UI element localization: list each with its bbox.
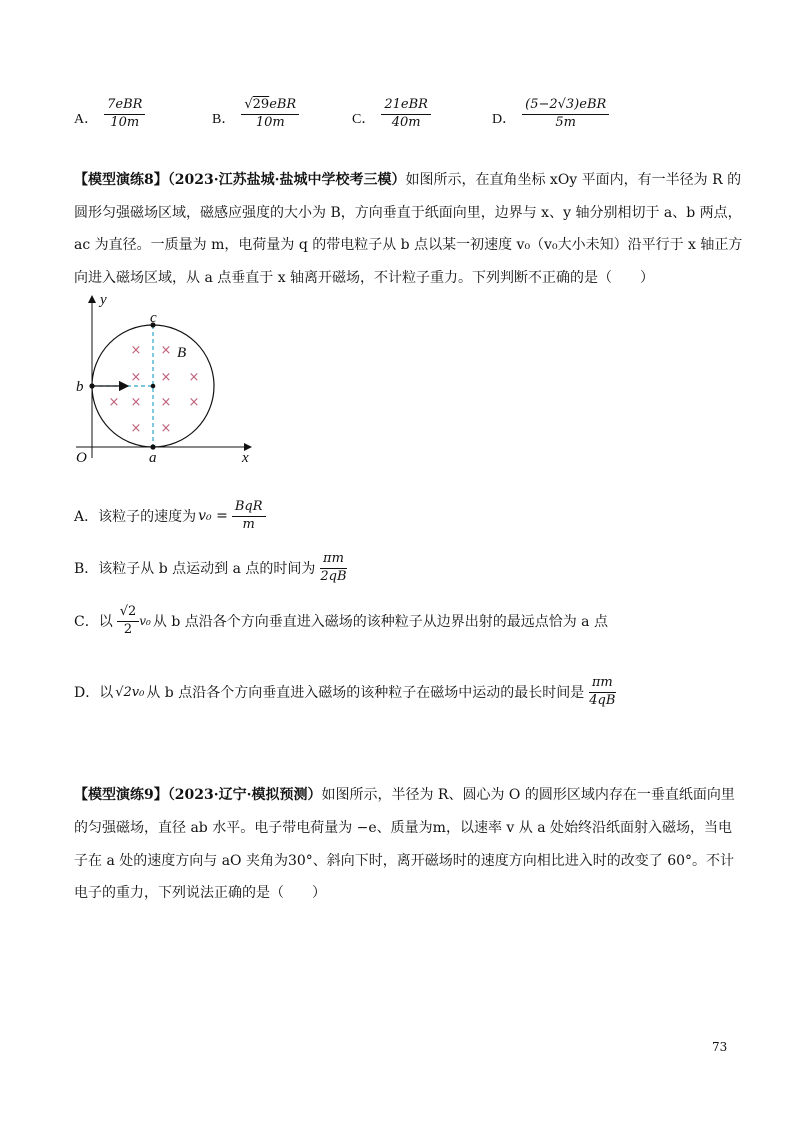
label-c: c	[150, 310, 157, 326]
cross-mark: ×	[130, 343, 142, 358]
cross-mark: ×	[160, 421, 172, 436]
fraction: $\frac{\text{7eBR}}{10m}$	[104, 98, 145, 131]
q9-line-4: 电子的重力，下列说法正确的是（ ）	[74, 885, 326, 901]
point-b	[89, 383, 94, 388]
q8-option-d: D．以 √2v₀ 从 b 点沿各个方向垂直进入磁场的该种粒子在磁场中运动的最长时间是 $\frac{\pi m}{4qB}$	[74, 676, 618, 709]
fraction: $\frac{\pi m}{2qB}$	[320, 551, 347, 584]
point-a	[150, 444, 155, 449]
fraction: $\frac{\pi m}{4qB}$	[589, 675, 616, 708]
label-b: b	[76, 379, 84, 395]
page-number: 73	[712, 1040, 728, 1054]
magnetic-field-diagram	[66, 288, 266, 468]
q9-line-2: 的匀强磁场，直径 ab 水平。电子带电荷量为 −e、质量为m，以速率 v 从 a 处始终沿纸面射入磁场，当电	[74, 820, 733, 836]
q8-option-a: A．该粒子的速度为 v₀ = $\frac{\text{BqR}}{m}$	[74, 500, 266, 533]
center-point	[151, 384, 156, 389]
q8-line-4: 向进入磁场区域，从 a 点垂直于 x 轴离开磁场，不计粒子重力。下列判断不正确的是（ ）	[74, 270, 655, 286]
label-O: O	[76, 450, 87, 466]
q8-option-c: C．以 $\frac{√2}{2}$ v₀ 从 b 点沿各个方向垂直进入磁场的该种粒子从边界出射的最远点恰为 a 点	[74, 604, 608, 637]
top-options	[74, 98, 754, 138]
q9-line-1: 【模型演练9】（2023·辽宁·模拟预测）如图所示，半径为 R、圆心为 O 的圆形区域内存在一垂直纸面向里	[74, 787, 735, 803]
option-c: C． $\frac{\text{21eBR}}{40m}$	[352, 98, 431, 131]
label-a: a	[149, 450, 157, 466]
fraction: $\frac{\text{BqR}}{m}$	[232, 500, 266, 533]
label-B: B	[177, 345, 187, 361]
cross-mark: ×	[188, 370, 200, 385]
option-b: B． $\frac{\text{√29eBR}}{10m}$	[212, 98, 299, 131]
fraction: $\frac{\text{21eBR}}{40m}$	[381, 98, 431, 131]
q8-line-3: ac 为直径。一质量为 m，电荷量为 q 的带电粒子从 b 点以某一初速度 v₀（v₀大小未知）沿平行于 x 轴正方	[74, 237, 743, 253]
cross-mark: ×	[160, 343, 172, 358]
fraction: $\frac{\text{(5−2√3)eBR}}{5m}$	[522, 98, 609, 131]
cross-mark: ×	[130, 421, 142, 436]
cross-mark: ×	[108, 395, 120, 410]
cross-mark: ×	[130, 370, 142, 385]
q8-option-b: B．该粒子从 b 点运动到 a 点的时间为 $\frac{\pi m}{2qB}$	[74, 552, 350, 585]
q9-line-3: 子在 a 处的速度方向与 aO 夹角为30°、斜向下时，离开磁场时的速度方向相比进入时的改变了 60°。不计	[74, 853, 735, 869]
q8-line-1: 【模型演练8】（2023·江苏盐城·盐城中学校考三模）如图所示，在直角坐标 xOy 平面内，有一半径为 R 的	[74, 172, 742, 188]
cross-mark: ×	[130, 395, 142, 410]
q8-line-2: 圆形匀强磁场区域，磁感应强度的大小为 B，方向垂直于纸面向里，边界与 x、y 轴分别相切于 a、b 两点，	[74, 205, 742, 221]
cross-mark: ×	[160, 395, 172, 410]
label-y: y	[100, 292, 107, 308]
option-a: A． $\frac{\text{7eBR}}{10m}$	[74, 98, 145, 131]
option-d: D． $\frac{\text{(5−2√3)eBR}}{5m}$	[492, 98, 609, 131]
fraction: $\frac{\text{√29eBR}}{10m}$	[241, 98, 299, 131]
cross-mark: ×	[188, 395, 200, 410]
fraction: $\frac{√2}{2}$	[117, 605, 140, 638]
label-x: x	[242, 450, 249, 466]
cross-mark: ×	[160, 370, 172, 385]
